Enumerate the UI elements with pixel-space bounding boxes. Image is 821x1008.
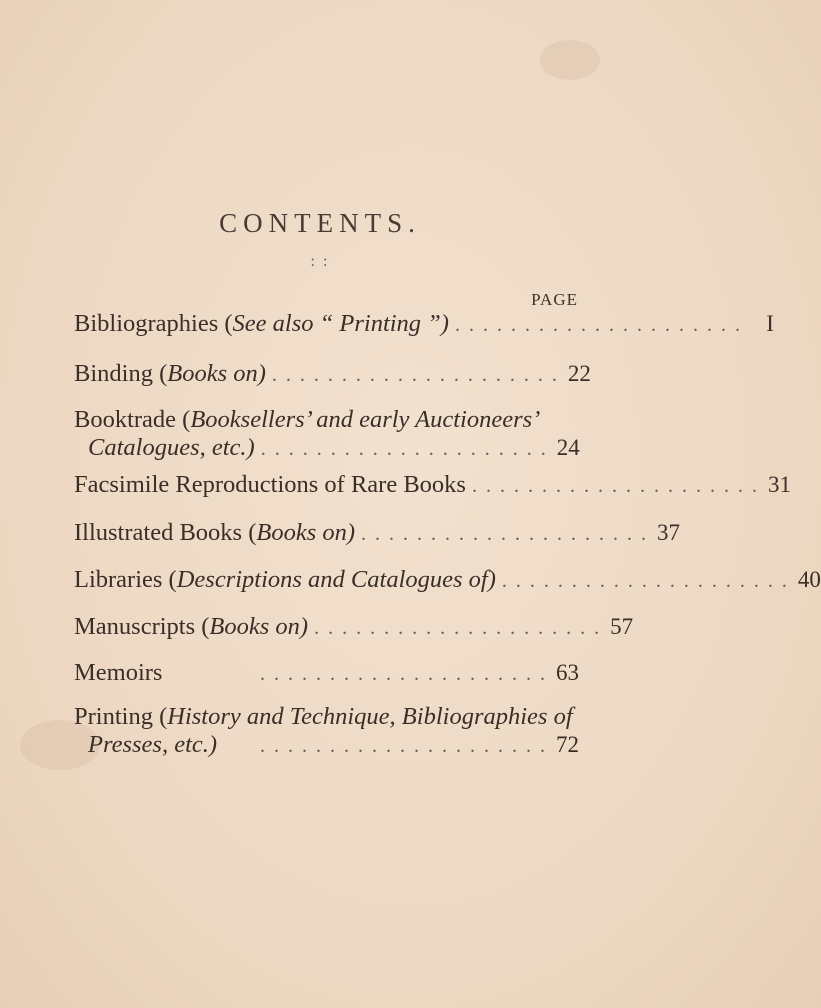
- page-number: 63: [556, 660, 579, 685]
- page-number: 37: [657, 520, 681, 545]
- entry-label: Manuscripts (Books on): [74, 613, 309, 640]
- dot-leader: . . . . . . . . . . . . . . . . . . . . .: [314, 617, 602, 639]
- page-number: 31: [767, 472, 791, 497]
- page-number: 40: [797, 567, 821, 592]
- entry-label-continued: Catalogues, etc.): [88, 434, 255, 461]
- entry-label: Printing (History and Technique, Bibliographies of: [74, 703, 573, 730]
- page-number: I: [766, 311, 774, 336]
- dot-leader: . . . . . . . . . . . . . . . . . . . . .: [260, 735, 547, 757]
- page-number: 72: [556, 732, 579, 757]
- toc-entry: [74, 310, 774, 339]
- dot-leader: . . . . . . . . . . . . . . . . . . . . .: [471, 475, 759, 497]
- entry-label: Memoirs: [74, 659, 163, 686]
- toc-entry: [74, 566, 821, 595]
- page-column-heading: PAGE: [531, 290, 578, 309]
- toc-entry: [74, 613, 634, 642]
- entry-label-continued: Presses, etc.): [88, 731, 218, 758]
- toc-entry: [74, 703, 579, 760]
- dot-leader: . . . . . . . . . . . . . . . . . . . . .: [501, 570, 789, 592]
- toc-entry: [74, 360, 591, 389]
- entry-label: Bibliographies (See also “ Printing ”): [74, 310, 449, 337]
- toc-entry: [74, 406, 579, 463]
- dot-leader: . . . . . . . . . . . . . . . . . . . . .: [260, 663, 547, 685]
- page-number: 22: [567, 361, 591, 386]
- toc-entry: [74, 471, 791, 500]
- entry-label: Binding (Books on): [74, 360, 266, 387]
- page-title: CONTENTS.: [219, 208, 421, 239]
- paper-stain: [540, 40, 600, 80]
- entry-label: Illustrated Books (Books on): [74, 519, 356, 546]
- page-number: 57: [610, 614, 634, 639]
- dot-leader: . . . . . . . . . . . . . . . . . . . . .: [271, 364, 559, 386]
- entry-label: Facsimile Reproductions of Rare Books: [74, 471, 466, 498]
- toc-entry: [74, 659, 579, 688]
- dot-leader: . . . . . . . . . . . . . . . . . . . . .: [361, 523, 649, 545]
- toc-entry: [74, 519, 681, 548]
- page-number: 24: [556, 435, 580, 460]
- ornament: : :: [310, 253, 330, 270]
- dot-leader: . . . . . . . . . . . . . . . . . . . . .: [260, 438, 548, 460]
- dot-leader: . . . . . . . . . . . . . . . . . . . . .: [454, 314, 742, 336]
- entry-label: Libraries (Descriptions and Catalogues of): [74, 566, 496, 593]
- entry-label: Booktrade (Booksellers’ and early Auctioneers’: [74, 406, 541, 433]
